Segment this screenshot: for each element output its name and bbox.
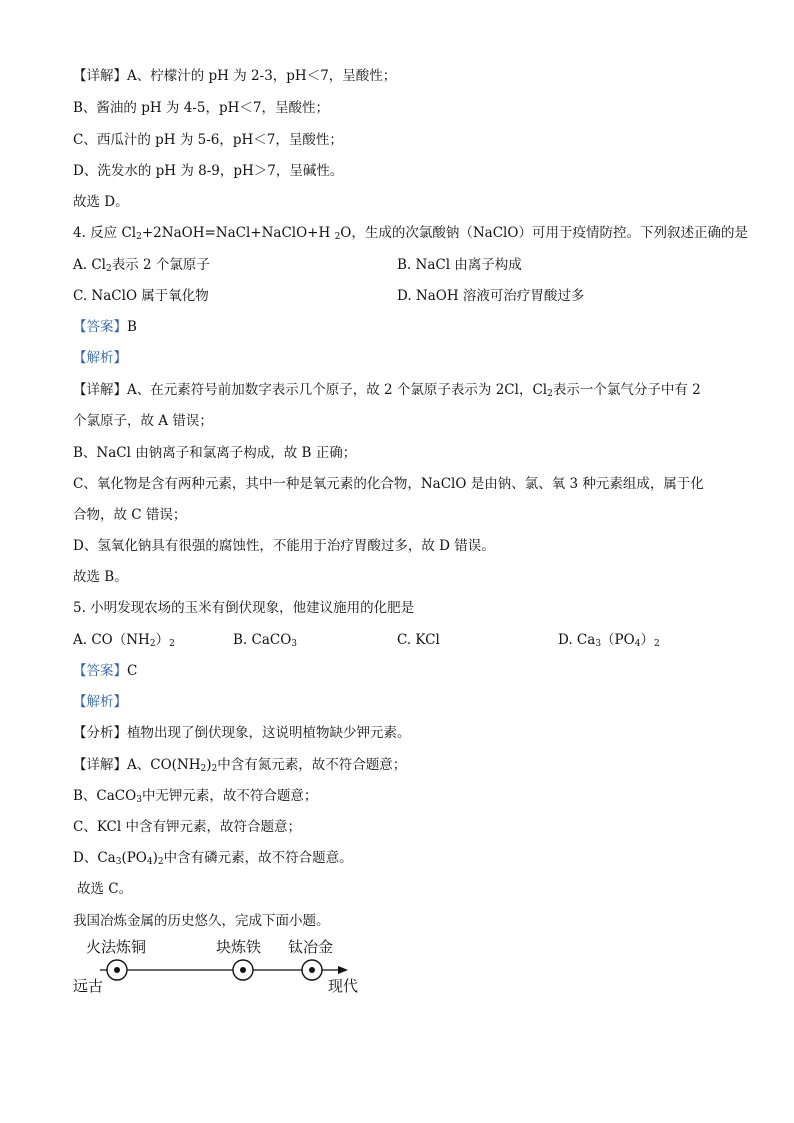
- q4-detail-c1: C、氧化物是含有两种元素，其中一种是氧元素的化合物，NaClO 是由钠、氯、氧 3 种元素组成，属于化: [73, 476, 704, 492]
- q5-detail-d: D、$Ca_3(PO_4)_2$中含有磷元素，故不符合题意。: [73, 850, 353, 867]
- q4-detail-a1: 【详解】A、在元素符号前加数字表示几个原子，故 2 个氯原子表示为 2Cl，$Cl_2$表示一个氯气分子中有 2: [73, 382, 701, 399]
- q5-stem: 5. 小明发现农场的玉米有倒伏现象，他建议施用的化肥是: [73, 600, 415, 616]
- q4-detail-b: B、NaCl 由钠离子和氯离子构成，故 B 正确；: [73, 445, 357, 461]
- q5-detail-a: 【详解】A、$CO(NH_2)_2$中含有氮元素，故不符合题意；: [73, 757, 407, 774]
- q3-detail-b: B、酱油的 pH 为 4-5，pH＜7，呈酸性；: [73, 100, 329, 116]
- timeline-marker-3: [302, 960, 322, 980]
- q3-detail-d: D、洗发水的 pH 为 8-9，pH＞7，呈碱性。: [73, 163, 344, 179]
- q5-detail-b: B、CaCO$_3$中无钾元素，故不符合题意；: [73, 788, 318, 805]
- q5-analysis-label: 【解析】: [73, 694, 127, 710]
- q5-detail-c: C、KCl 中含有钾元素，故符合题意；: [73, 819, 301, 835]
- q4-answer: 【答案】B: [73, 319, 137, 335]
- timeline-marker-2: [233, 960, 253, 980]
- q4-option-a: A. $Cl_2$表示 2 个氯原子: [73, 257, 210, 274]
- timeline: [0, 930, 794, 1000]
- q4-detail-d: D、氢氧化钠具有很强的腐蚀性，不能用于治疗胃酸过多，故 D 错误。: [73, 538, 495, 554]
- q5-answer: 【答案】C: [73, 663, 138, 679]
- intro-text: 我国冶炼金属的历史悠久，完成下面小题。: [73, 913, 330, 929]
- q5-conclusion: 故选 C。: [77, 881, 133, 897]
- timeline-start-label: 远古: [73, 977, 104, 995]
- q4-option-b: B. NaCl 由离子构成: [397, 257, 522, 273]
- q5-option-a: A. $CO(NH_2)_2$: [73, 632, 175, 649]
- timeline-event-2: 块炼铁: [216, 938, 262, 956]
- q4-stem: 4. 反应 $Cl_2+2NaOH=NaCl+NaClO+H$ $_2$O，生成的次氯酸钠（NaClO）可用于疫情防控。下列叙述正确的是: [73, 225, 748, 242]
- q3-conclusion: 故选 D。: [73, 194, 129, 210]
- timeline-end-label: 现代: [328, 977, 359, 995]
- q5-option-b: B. CaCO$_3$: [233, 632, 298, 649]
- timeline-event-3: 钛冶金: [288, 938, 334, 956]
- q4-analysis-label: 【解析】: [73, 350, 127, 366]
- q4-option-d: D. NaOH 溶液可治疗胃酸过多: [397, 288, 585, 304]
- q5-option-d: D. $Ca_3(PO_4)_2$: [558, 632, 660, 649]
- q3-detail-a: 【详解】A、柠檬汁的 pH 为 2-3，pH＜7，呈酸性；: [73, 68, 397, 84]
- q4-detail-c2: 合物，故 C 错误；: [73, 507, 187, 523]
- timeline-event-1: 火法炼铜: [86, 938, 147, 956]
- q4-conclusion: 故选 B。: [73, 569, 128, 585]
- q4-detail-a2: 个氯原子，故 A 错误；: [73, 413, 213, 429]
- q5-fenxi: 【分析】植物出现了倒伏现象，这说明植物缺少钾元素。: [73, 725, 411, 741]
- q4-option-c: C. NaClO 属于氧化物: [73, 288, 209, 304]
- q3-detail-c: C、西瓜汁的 pH 为 5-6，pH＜7，呈酸性；: [73, 132, 343, 148]
- timeline-marker-1: [107, 960, 127, 980]
- q5-option-c: C. KCl: [397, 632, 440, 648]
